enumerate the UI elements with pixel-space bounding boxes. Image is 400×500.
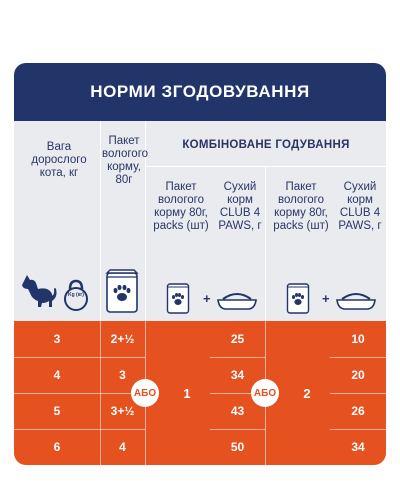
cell-combo2-dry: 26: [351, 404, 365, 418]
header-combo1-dry: Сухий корм CLUB 4 PAWS, г: [218, 181, 262, 232]
cat-icon: [18, 275, 58, 309]
cell-wet-packs: 4: [119, 440, 126, 454]
dry-food-bowl-icon: [336, 289, 376, 311]
cell-combo2-dry: 34: [351, 440, 365, 454]
wet-pack-icon: [166, 280, 190, 314]
header-separator: [265, 166, 266, 321]
cell-combo2-dry: 10: [351, 332, 365, 346]
cell-weight: 6: [53, 440, 61, 454]
cell-combo2-dry: 20: [351, 368, 365, 382]
table-title: НОРМИ ЗГОДОВУВАННЯ: [14, 63, 386, 121]
or-badge: АБО: [131, 379, 159, 407]
wet-pack-icon: [105, 267, 139, 313]
header-combo2-dry: Сухий корм CLUB 4 PAWS, г: [338, 181, 382, 232]
feeding-table-card: [14, 63, 386, 465]
header-weight: Вага дорослого кота, кг: [31, 141, 87, 179]
header-combo2-pack: Пакет вологого корму 80г, packs (шт): [273, 181, 329, 232]
header-combined-feeding: КОМБІНОВАНЕ ГОДУВАННЯ: [182, 139, 350, 151]
cell-weight: 5: [53, 404, 61, 418]
cell-wet-packs: 2+½: [110, 332, 135, 346]
combined-header-underline: [145, 166, 386, 167]
or-badge: АБО: [251, 379, 279, 407]
wet-pack-icon: [286, 280, 310, 314]
header-combo1-pack: Пакет вологого корму 80г, packs (шт): [153, 181, 209, 232]
cell-wet-packs: 3+½: [110, 404, 135, 418]
cell-weight: 4: [53, 368, 61, 382]
cell-combo1-dry: 43: [230, 404, 245, 418]
cell-weight: 3: [53, 332, 61, 346]
header-wet-only: Пакет вологого корму, 80г: [102, 135, 149, 186]
cell-combo1-dry: 34: [230, 368, 245, 382]
combo2-packs-merged: 2: [303, 385, 311, 401]
kettlebell-label: Kg (кг): [68, 292, 84, 298]
cell-combo1-dry: 25: [230, 332, 245, 346]
plus-sign: +: [322, 291, 330, 306]
dry-food-bowl-icon: [217, 289, 257, 311]
cell-wet-packs: 3: [119, 368, 126, 382]
cell-combo1-dry: 50: [230, 440, 245, 454]
combo1-packs-merged: 1: [183, 385, 191, 401]
plus-sign: +: [203, 291, 211, 306]
